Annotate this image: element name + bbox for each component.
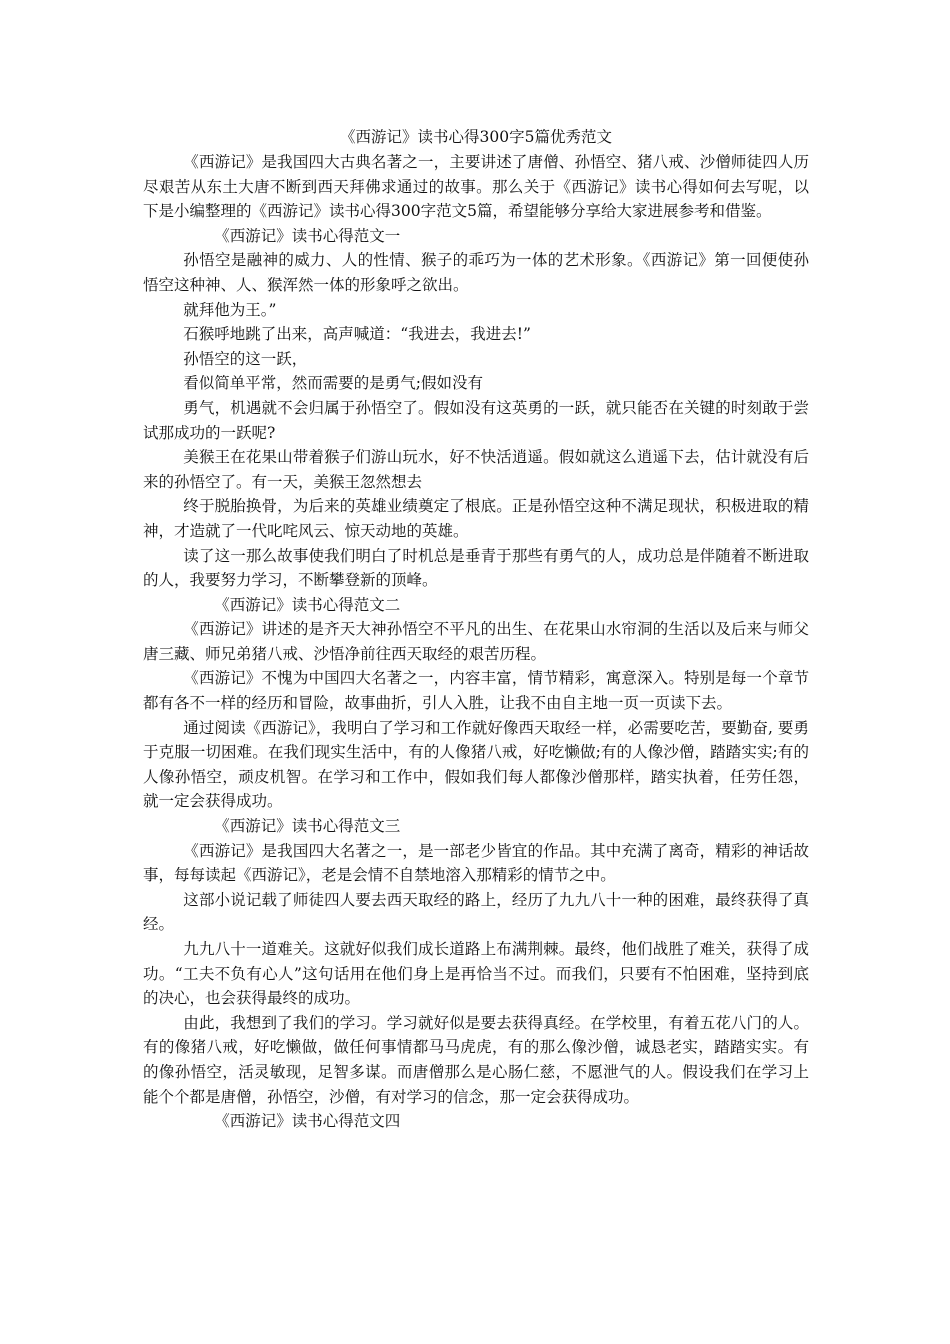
paragraph: 孙悟空是融神的威力、人的性情、猴子的乖巧为一体的艺术形象。《西游记》第一回便使孙悟空这种神、人、猴浑然一体的形象呼之欲出。	[143, 251, 809, 294]
paragraph: 孙悟空的这一跃，	[183, 349, 308, 368]
paragraph: 读了这一那么故事使我们明白了时机总是垂青于那些有勇气的人，成功总是伴随着不断进取的人，我要努力学习，不断攀登新的顶峰。	[143, 546, 809, 590]
document-title: 《西游记》读书心得300字5篇优秀范文	[340, 128, 612, 146]
paragraph: 终于脱胎换骨，为后来的英雄业绩奠定了根底。正是孙悟空这种不满足现状，积极进取的精神，才造就了一代叱咤风云、惊天动地的英雄。	[143, 497, 809, 540]
paragraph: 《西游记》讲述的是齐天大神孙悟空不平凡的出生、在花果山水帘洞的生活以及后来与师父唐三藏、师兄弟猪八戒、沙悟净前往西天取经的艰苦历程。	[143, 620, 809, 663]
paragraph: 看似简单平常，然而需要的是勇气;假如没有	[183, 374, 484, 393]
paragraph: 就拜他为王。”	[183, 300, 277, 319]
document-body	[143, 150, 809, 1134]
paragraph: 《西游记》不愧为中国四大名著之一，内容丰富，情节精彩，寓意深入。特别是每一个章节都有各不一样的经历和冒险，故事曲折，引人入胜，让我不由自主地一页一页读下去。	[143, 669, 809, 713]
paragraph: 《西游记》是我国四大名著之一，是一部老少皆宜的作品。其中充满了离奇，精彩的神话故事，每每读起《西游记》，老是会情不自禁地溶入那精彩的情节之中。	[143, 841, 809, 885]
paragraph: 勇气，机遇就不会归属于孙悟空了。假如没有这英勇的一跃，就只能否在关键的时刻敢于尝试那成功的一跃呢?	[143, 398, 809, 442]
paragraph: 这部小说记载了师徒四人要去西天取经的路上，经历了九九八十一种的困难，最终获得了真经。	[143, 890, 809, 934]
paragraph: 九九八十一道难关。这就好似我们成长道路上布满荆棘。最终，他们战胜了难关，获得了成功。“工夫不负有心人”这句话用在他们身上是再恰当不过。而我们，只要有不怕困难，坚持到底的决心，也会获得最终的成功。	[143, 940, 809, 1008]
section-heading-3: 《西游记》读书心得范文三	[214, 817, 401, 836]
paragraph: 由此，我想到了我们的学习。学习就好似是要去获得真经。在学校里，有着五花八门的人。有的像猪八戒，好吃懒做，做任何事情都马马虎虎，有的那么像沙僧，诚恳老实，踏踏实实。有的像孙悟空，活灵敏现，足智多谋。而唐僧那么是心肠仁慈，不愿泄气的人。假设我们在学习上能个个都是唐僧，孙悟空，沙僧，有对学习的信念，那一定会获得成功。	[143, 1013, 809, 1106]
document-page	[143, 125, 809, 1134]
paragraph: 石猴呼地跳了出来，高声喊道：“我进去，我进去!”	[183, 325, 531, 344]
paragraph-intro: 《西游记》是我国四大古典名著之一，主要讲述了唐僧、孙悟空、猪八戒、沙僧师徒四人历尽艰苦从东土大唐不断到西天拜佛求通过的故事。那么关于《西游记》读书心得如何去写呢，以下是小编整理的《西游记》读书心得300字范文5篇，希望能够分享给大家进展参考和借鉴。	[143, 153, 809, 221]
section-heading-1: 《西游记》读书心得范文一	[214, 226, 401, 245]
section-heading-4: 《西游记》读书心得范文四	[214, 1112, 401, 1131]
section-heading-2: 《西游记》读书心得范文二	[214, 595, 401, 614]
paragraph: 通过阅读《西游记》，我明白了学习和工作就好像西天取经一样，必需要吃苦，要勤奋, 要勇于克服一切困难。在我们现实生活中，有的人像猪八戒，好吃懒做;有的人像沙僧，踏踏实实;有的人像孙悟空，顽皮机智。在学习和工作中，假如我们每人都像沙僧那样，踏实执着，任劳任怨，就一定会获得成功。	[143, 718, 809, 811]
paragraph: 美猴王在花果山带着猴子们游山玩水，好不快活逍遥。假如就这么逍遥下去，估计就没有后来的孙悟空了。有一天，美猴王忽然想去	[143, 448, 809, 491]
